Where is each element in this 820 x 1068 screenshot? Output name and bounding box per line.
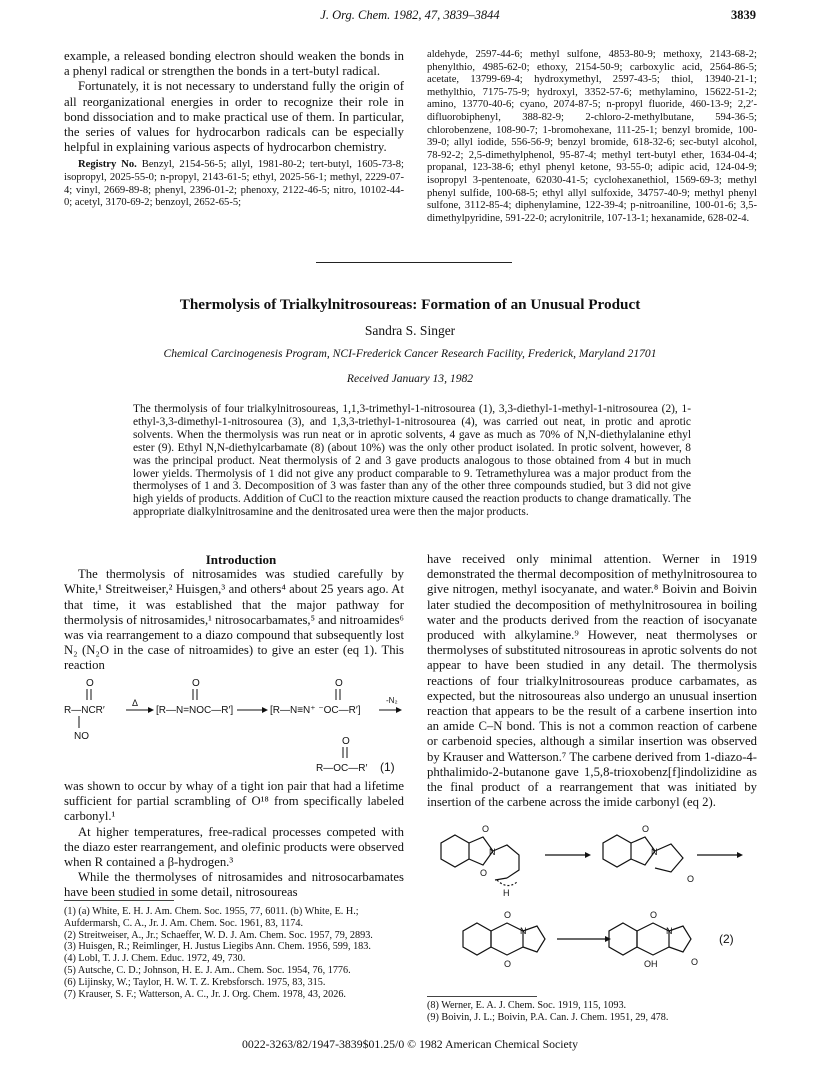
footnote: (3) Huisgen, R.; Reimlinger, H. Justus Liegibs Ann. Chem. 1956, 599, 183. [64,941,371,953]
eq1-product-o: O [342,736,350,747]
eq1-product: R—OC—R′ [316,763,368,774]
footnotes-left [64,906,404,1000]
eq2-atom-n: N [651,847,658,857]
footnote: (4) Lobl, T. J. J. Chem. Educ. 1972, 49, 730. [64,953,246,965]
footnote: (9) Boivin, J. L.; Boivin, P.A. Can. J. Chem. 1951, 29, 478. [427,1011,669,1023]
intro-right-column [427,552,757,810]
registry-text: Benzyl, 2154-56-5; allyl, 1981-80-2; tert-butyl, 1605-73-8; isopropyl, 2025-55-0; n-propyl, 2143-61-5; ethyl, 2025-56-1; methyl, 2229-07-4; vinyl, 2669-89-8; phenyl, 2396-01-2; phenoxy, 2122-46-5; nitro, 10102-44-0; acetyl, 3170-69-2; benzoyl, 2652-65-5; [64,159,404,209]
eq2-label: (2) [719,932,734,946]
registry-label: Registry No. [78,159,137,171]
footnote: (5) Autsche, C. D.; Johnson, H. E. J. Am.. Chem. Soc. 1954, 76, 1776. [64,964,351,976]
footnote-rule [427,996,537,997]
equation-2 [427,820,757,990]
intro-left-column [64,552,404,674]
eq2-atom-o: O [691,957,699,967]
eq2-atom-n: N [520,926,527,936]
eq2-atom-oh: OH [644,959,658,969]
author: Sandra S. Singer [364,323,456,338]
eq1-minus-n2: -N₂ [386,696,398,705]
body-paragraph: Fortunately, it is not necessary to understand fully the origin of all reorganizational energies in order to recognize their role in bond dissociation and to make practical use of them. In particular, the series of values for hydrocarbon radicals can be especially helpful in explaining various aspects of hydrocarbon chemistry. [64,79,404,155]
eq2-atom-o: O [650,910,658,920]
footnotes-right [427,1000,757,1024]
copyright-footer: 0022-3263/82/1947-3839$01.25/0 © 1982 American Chemical Society [242,1037,578,1051]
eq1-intermediate-2: [R—N≡N⁺ ⁻OC—R′] [270,705,361,716]
received-date: Received January 13, 1982 [346,372,474,385]
body-paragraph: example, a released bonding electron should weaken the bonds in a phenyl radical or strengthen the bonds in a tert-butyl radical. [64,49,404,79]
eq2-atom-o: O [482,824,490,834]
registry-continued: aldehyde, 2597-44-6; methyl sulfone, 4853-80-9; methoxy, 2143-68-2; phenylthio, 4985-62-0; ethoxy, 2154-50-9; carboxylic acid, 2564-86-5; acetate, 13799-69-4; hydroxymethyl, 2597-43-5; thiol, 13940-21-1; methylthio, 7175-75-9; hydroxyl, 3352-57-6; methylamino, 15622-51-2; amino, 13770-40-6; cyano, 2074-87-5; n-propyl fluoride, 460-13-9; 2,2′-difluorobiphenyl, 388-82-9; 2-chloro-2-methylbutane, 594-36-5; chlorobenzene, 108-90-7; 1-bromohexane, 111-25-1; benzyl bromide, 100-39-0; allyl iodide, 556-56-9; benzyl bromide, 618-32-6; sec-butyl alcohol, 78-92-2; 2,5-dimethylphenol, 95-87-4; methyl tert-butyl ether, 1634-04-4; propanal, 123-38-6; ethyl phenyl ketone, 93-55-0; adipic acid, 124-04-9; isopropyl 3-pentenoate, 62030-41-5; cyclohexanethiol, 1569-69-3; methyl phenyl sulfide, 100-68-5; ethyl allyl sulfoxide, 34757-40-9; methyl phenyl sulfone, 3112-85-4; diphenylamine, 122-39-4; p-nitroaniline, 100-01-6; 3,5-dimethylpyridine, 591-22-0; acrylonitrile, 107-13-1; hexanamide, 628-02-4. [427,49,757,224]
eq1-label: (1) [380,760,395,774]
eq2-atom-o: O [642,824,650,834]
equation-1 [64,676,404,776]
section-heading: Introduction [205,552,277,567]
footnote: (2) Streitweiser, A., Jr.; Schaeffer, W. D. J. Am. Chem. Soc. 1957, 79, 2893. [64,929,373,941]
prev-article-left-column [64,49,404,210]
eq2-atom-n: N [489,847,496,857]
footnote: (8) Werner, E. A. J. Chem. Soc. 1919, 115, 1093. [427,1000,627,1011]
eq1-heat: Δ [132,698,139,708]
eq2-atom-o: O [504,910,512,920]
eq2-atom-o: O [504,959,512,969]
eq1-reactant: R—NCR′ [64,705,105,716]
running-header: J. Org. Chem. 1982, 47, 3839–3844 [320,8,500,22]
body-paragraph: At higher temperatures, free-radical processes competed with the diazo ester rearrangement, and olefinic products were observed when R contained a β-hydrogen.³ [64,824,404,870]
body-paragraph: The thermolysis of nitrosamides was studied carefully by White,¹ Streitweiser,² Huisgen,³ and others⁴ about 25 years ago. At that time, it was established that the major pathway for thermolysis of nitrosamides,¹ nitrosocarbamates,⁵ and nitroamides⁶ was via rearrangement to a diazo compound that subsequently lost N₂ (N₂O in the case of nitroamides) to give an ester (eq 1). This reaction [64,567,404,673]
eq2-atom-n: N [666,926,673,936]
eq1-int1-o: O [192,678,200,689]
affiliation: Chemical Carcinogenesis Program, NCI-Frederick Cancer Research Facility, Frederick, Maryland 21701 [163,347,657,360]
eq1-int2-o: O [335,678,343,689]
article-title: Thermolysis of Trialkylnitrosoureas: Formation of an Unusual Product [179,296,641,313]
page-number: 3839 [731,8,756,22]
footnote: (6) Lijinsky, W.; Taylor, H. W. T. Z. Krebsforsch. 1975, 83, 315. [64,976,326,988]
body-paragraph: have received only minimal attention. Werner in 1919 demonstrated the thermal decomposition of methylnitrosourea to give nitrogen, methyl isocyanate, and water.⁸ Boivin and Boivin later studied the decomposition of methylnitrosourea in boiling water and the products derived from the reaction of isocyanate produced with alkylamine.⁹ However, neat thermolyses or thermolyses of substituted nitrosoureas in aprotic solvents do not appear to have been studied in any detail. The thermolysis reactions of four trialkylnitrosoureas produce carbamates, as expected, but the nitrosoureas also undergo an unusual insertion reaction that appears to be the result of a carbene insertion into an amide C–N bond. This is not a common reaction of carbene or carbenoid species, although a similar insertion was observed by Krauser and Watterson.⁷ The carbene derived from 1-diazo-4-phthalimido-2-butanone gave 1,5,8-trioxobenz[f]indolizidine as the final product of a rearrangement that was initiated by insertion of the carbene across the imide carbonyl (eq 2). [427,552,757,810]
eq2-atom-o: O [480,868,488,878]
intro-left-column-cont [64,779,404,901]
abstract: The thermolysis of four trialkylnitrosoureas, 1,1,3-trimethyl-1-nitrosourea (1), 3,3-diethyl-1-methyl-1-nitrosourea (2), 1-ethyl-3,3-dimethyl-1-nitrosourea (3), and 1,3,3-triethyl-1-nitrosourea (4), was carried out neat, in protic and aprotic solvents. When the thermolysis was run neat or in aprotic solvents, 4 gave as much as 70% of N,N-diethylalanine ethyl ester (9). Ethyl N,N-diethylcarbamate (8) (about 10%) was the only other product isolated. In protic solvent, however, 8 was the principal product. Neat thermolysis of 2 and 3 gave products analogous to those obtained from 4 but in much lower yields. Thermolysis of 1 did not give any product comparable to 9. Tetramethylurea was a major product from the thermolyses of 1 and 3. Decomposition of 3 was faster than any of the other three compounds studied, but 3 did not give high yields of products. Addition of CuCl to the reaction mixture caused the reaction products to change dramatically. The appropriate dialkylnitrosamine and the denitrosated urea were then the major products. [133,403,691,519]
registry-numbers [64,159,404,209]
article-separator [316,262,512,263]
footnote: (1) (a) White, E. H. J. Am. Chem. Soc. 1955, 77, 6011. (b) White, E. H.; Aufdermarsh, C. A., Jr. J. Am. Chem. Soc. 1961, 83, 1174. [64,906,359,929]
eq2-atom-o: O [687,874,695,884]
body-paragraph: was shown to occur by whay of a tight ion pair that had a lifetime sufficient for partial scrambling of O¹⁸ from specifically labeled carbonyl.¹ [64,779,404,824]
footnote-rule [64,900,174,901]
eq1-intermediate-1: [R—N=NOC—R′] [156,705,234,716]
body-paragraph: While the thermolyses of nitrosamides and nitrosocarbamates have been studied in some detail, nitrosoureas [64,870,404,900]
footnote: (7) Krauser, S. F.; Watterson, A. C., Jr. J. Org. Chem. 1978, 43, 2026. [64,988,346,1000]
eq2-atom-h: H [503,888,510,898]
eq1-nitroso: NO [74,731,89,742]
eq1-carbonyl-o: O [86,678,94,689]
prev-article-right-column [427,49,757,225]
